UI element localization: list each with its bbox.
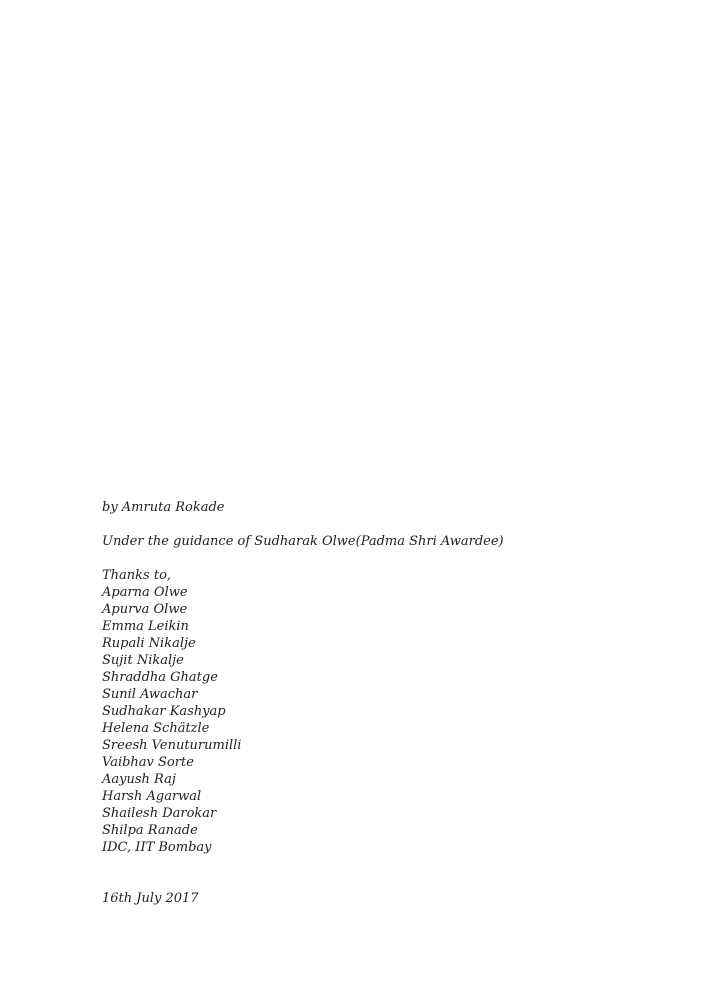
thanks-name: IDC, IIT Bombay — [102, 840, 212, 855]
thanks-name: Sudhakar Kashyap — [102, 704, 226, 719]
guidance-line: Under the guidance of Sudharak Olwe(Padma Shri Awardee) — [102, 534, 504, 549]
thanks-name: Vaibhav Sorte — [102, 755, 194, 770]
thanks-name: Sreesh Venuturumilli — [102, 738, 242, 753]
thanks-name: Apurva Olwe — [102, 602, 188, 617]
thanks-name: Aayush Raj — [102, 772, 176, 787]
thanks-name: Helena Schätzle — [102, 721, 210, 736]
thanks-name: Harsh Agarwal — [102, 789, 202, 804]
author-line: by Amruta Rokade — [102, 500, 225, 515]
thanks-name: Sujit Nikalje — [102, 653, 184, 668]
thanks-name: Sunil Awachar — [102, 687, 198, 702]
thanks-name: Emma Leikin — [102, 619, 189, 634]
credits-block — [102, 499, 504, 907]
thanks-heading: Thanks to, — [102, 568, 172, 583]
thanks-name: Rupali Nikalje — [102, 636, 196, 651]
thanks-name: Aparna Olwe — [102, 585, 188, 600]
thanks-name: Shailesh Darokar — [102, 806, 217, 821]
date-line: 16th July 2017 — [102, 891, 199, 906]
thanks-name: Shraddha Ghatge — [102, 670, 218, 685]
thanks-name: Shilpa Ranade — [102, 823, 198, 838]
